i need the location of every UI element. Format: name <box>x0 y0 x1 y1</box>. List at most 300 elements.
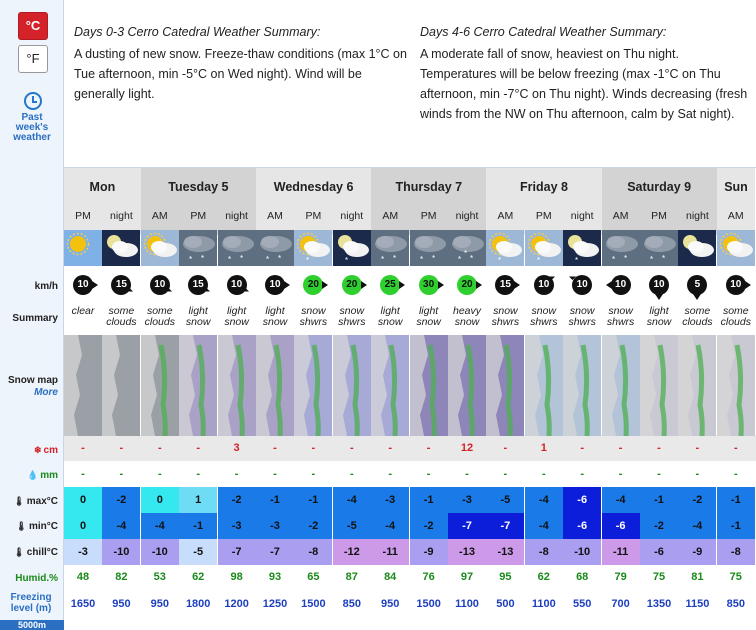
max-temp-value: -1 <box>640 487 678 513</box>
cloud-snow-icon <box>218 230 256 266</box>
weather-summary-text <box>371 306 409 328</box>
freezing-level-value: 700 <box>611 598 630 610</box>
svg-text:*: * <box>611 255 615 264</box>
svg-text:*: * <box>536 256 540 265</box>
snow-map-thumbnail[interactable] <box>486 335 524 436</box>
period-label: night <box>686 210 709 222</box>
humidity-value: 79 <box>614 571 627 583</box>
freezing-level-value: 1500 <box>416 598 441 610</box>
chill-value: -13 <box>486 539 524 565</box>
min-temp-value: -6 <box>563 513 601 539</box>
summary-word: snow <box>569 305 595 317</box>
summary-word: light <box>418 305 439 317</box>
svg-text:*: * <box>278 254 282 263</box>
max-temp-value: 1 <box>179 487 217 513</box>
weather-summary-text <box>448 306 486 328</box>
min-temp-value: -2 <box>294 513 332 539</box>
summary-word: snow <box>608 305 633 317</box>
summary-word: snow <box>454 316 480 328</box>
snow-map-thumbnail[interactable] <box>333 335 371 436</box>
snow-value: - <box>81 442 85 454</box>
sun-cloud-icon <box>717 230 755 266</box>
summary-word: clouds <box>106 316 137 328</box>
freezing-level-value: 1650 <box>70 598 96 610</box>
period-label: PM <box>651 210 667 222</box>
freezing-level-value: 1200 <box>224 598 249 610</box>
summary-word: some <box>146 305 173 317</box>
summary-word: shwrs <box>606 316 635 328</box>
summary-word: some <box>684 305 711 317</box>
wind-row-label: km/h <box>34 281 58 292</box>
chill-value: -7 <box>218 539 256 565</box>
period-label: PM <box>420 210 437 222</box>
chill-row-label: 🌡 chill°C <box>13 547 58 558</box>
summary-word: snow <box>416 316 441 328</box>
cloud-snow-icon <box>602 230 640 266</box>
wind-direction-arrow <box>126 288 133 295</box>
wind-speed-badge: 20 <box>303 275 323 295</box>
summary-word: snow <box>377 316 403 328</box>
freezing-level-value: 950 <box>381 598 400 610</box>
max-temp-value: -4 <box>525 487 563 513</box>
freezing-level-value: 1100 <box>455 598 479 610</box>
weather-summary-text <box>218 306 256 328</box>
summary-word: light <box>649 305 669 317</box>
wind-speed-badge: 20 <box>457 275 477 295</box>
past-week-weather-link[interactable]: Past week's weather <box>13 112 51 143</box>
rain-value: - <box>157 468 162 480</box>
snow-value: 1 <box>540 442 547 454</box>
wind-speed-badge: 10 <box>73 275 93 295</box>
min-temp-value: -2 <box>640 513 678 539</box>
max-temp-value: -4 <box>333 487 371 513</box>
snow-value: - <box>196 442 201 454</box>
weather-summary-text <box>102 306 140 328</box>
min-temp-value: -7 <box>486 513 524 539</box>
freezing-level-value: 850 <box>726 598 745 610</box>
summary-days-4-6 <box>420 22 756 124</box>
snow-map-thumbnail[interactable] <box>410 335 448 436</box>
svg-text:*: * <box>239 254 243 263</box>
min-temp-row-label: 🌡 min°C <box>15 521 58 532</box>
chill-value: -5 <box>179 539 217 565</box>
snow-value: 3 <box>233 442 240 454</box>
summary-days-4-6-title: Days 4-6 Cerro Catedral Weather Summary: <box>420 25 667 39</box>
period-label: AM <box>267 210 283 222</box>
cloud-snow-icon <box>179 230 217 266</box>
rain-row-label: 💧 mm <box>26 470 58 481</box>
period-label: AM <box>612 210 629 222</box>
snow-map-thumbnail[interactable] <box>64 335 102 436</box>
humidity-value: 84 <box>384 571 397 583</box>
summary-row-label: Summary <box>12 313 58 324</box>
chill-value: -8 <box>525 539 563 565</box>
wind-speed-badge: 15 <box>495 275 515 295</box>
wind-speed-badge: 10 <box>150 275 170 295</box>
rain-value: - <box>349 468 354 480</box>
humidity-value: 62 <box>537 571 550 583</box>
max-temp-value: -1 <box>256 487 294 513</box>
period-label: night <box>340 210 364 222</box>
wind-speed-badge: 5 <box>687 275 707 295</box>
weather-summary-text <box>256 306 294 328</box>
max-temp-value: -2 <box>102 487 140 513</box>
wind-direction-arrow <box>322 281 328 289</box>
max-temp-value: -1 <box>294 487 332 513</box>
chill-value: -3 <box>64 539 102 565</box>
rain-value: - <box>119 468 124 480</box>
freezing-level-value: 500 <box>496 598 515 610</box>
summary-word: light <box>188 305 208 317</box>
svg-text:*: * <box>227 255 231 264</box>
period-label: AM <box>382 210 399 222</box>
min-temp-value: -2 <box>410 513 448 539</box>
sun-icon <box>64 230 102 266</box>
row-labels-column <box>0 0 64 630</box>
humidity-value: 82 <box>115 571 128 583</box>
rain-value: - <box>311 468 316 480</box>
rain-value: - <box>695 468 700 480</box>
humidity-value: 81 <box>691 571 704 583</box>
rain-value: - <box>541 468 546 480</box>
freezing-level-value: 1250 <box>262 598 288 610</box>
chill-value: -11 <box>602 539 640 565</box>
humidity-value: 65 <box>307 571 320 583</box>
summary-word: clouds <box>144 316 175 328</box>
chill-value: -10 <box>102 539 140 565</box>
wind-direction-arrow <box>242 288 249 295</box>
snow-map-thumbnail[interactable] <box>640 335 678 436</box>
summary-word: shwrs <box>491 316 520 328</box>
thermometer-icon: 🌡 <box>15 521 27 531</box>
snow-map-thumbnail[interactable] <box>717 335 755 436</box>
min-temp-value: -7 <box>448 513 486 539</box>
wind-direction-arrow <box>361 281 367 289</box>
humidity-value: 95 <box>499 571 512 583</box>
wind-direction-arrow <box>745 281 751 289</box>
snow-value: - <box>503 442 508 454</box>
weather-summary-text <box>294 306 332 328</box>
period-label: PM <box>305 210 322 222</box>
summary-word: some <box>108 305 135 317</box>
summary-word: shwrs <box>530 316 558 328</box>
weather-summary-text <box>678 306 716 328</box>
day-name: Sun <box>724 180 748 194</box>
wind-direction-arrow <box>399 281 405 289</box>
snow-value: - <box>119 442 124 454</box>
cloud-snow-icon <box>640 230 678 266</box>
max-temp-value: -6 <box>563 487 601 513</box>
summary-word: shwrs <box>338 316 366 328</box>
svg-text:*: * <box>419 255 423 264</box>
day-name: Saturday 9 <box>627 180 692 194</box>
snow-map-thumbnail[interactable] <box>102 335 140 436</box>
svg-text:*: * <box>189 255 193 264</box>
max-temp-value: -1 <box>410 487 448 513</box>
summary-word: some <box>722 305 749 317</box>
freezing-level-value: 1800 <box>185 598 211 610</box>
wind-speed-badge: 30 <box>419 275 439 295</box>
weather-summary-text <box>333 306 371 328</box>
summary-days-4-6-text: A moderate fall of snow, heaviest on Thu night. Temperatures will be below freezing (max -1°C on Thu afternoon, min -7°C on Thu night). Winds decreasing (fresh winds from the NW on Thu afternoon, calm by Sat night). <box>420 47 748 121</box>
rain-value: - <box>273 468 277 480</box>
rain-value: - <box>733 468 738 480</box>
period-label: night <box>110 210 133 222</box>
svg-text:*: * <box>306 256 310 265</box>
snow-map-thumbnail[interactable] <box>179 335 217 436</box>
min-temp-value: -1 <box>179 513 217 539</box>
sun-cloud-icon <box>141 230 179 266</box>
period-label: AM <box>151 210 168 222</box>
period-label: AM <box>497 210 514 222</box>
weather-summary-text <box>410 306 448 328</box>
min-temp-value: -3 <box>256 513 294 539</box>
snow-value: - <box>580 442 585 454</box>
summary-word: light <box>265 305 285 317</box>
wind-speed-badge: 20 <box>342 275 362 295</box>
wind-direction-arrow <box>606 281 612 289</box>
summary-word: clear <box>71 305 95 317</box>
wind-speed-badge: 10 <box>265 275 285 295</box>
freezing-level-value: 1100 <box>531 598 556 610</box>
max-temp-value: 0 <box>64 487 102 513</box>
min-temp-value: 0 <box>64 513 102 539</box>
wind-direction-arrow <box>438 281 444 289</box>
min-temp-value: -5 <box>333 513 371 539</box>
svg-text:*: * <box>498 256 502 265</box>
wind-direction-arrow <box>693 294 701 300</box>
day-header <box>371 168 486 235</box>
min-temp-value: -4 <box>102 513 140 539</box>
snow-value: - <box>311 442 316 454</box>
max-temp-value: -5 <box>486 487 524 513</box>
freezing-level-value: 950 <box>112 598 131 610</box>
snow-value: - <box>733 442 738 454</box>
summary-word: heavy <box>452 305 482 317</box>
snow-map-thumbnail[interactable] <box>371 335 409 436</box>
wind-direction-arrow <box>92 281 98 289</box>
summary-word: clouds <box>720 316 751 328</box>
chill-value: -9 <box>678 539 716 565</box>
period-label: night <box>455 210 479 222</box>
freezing-level-value: 1150 <box>685 598 710 610</box>
period-label: night <box>570 210 594 222</box>
svg-text:*: * <box>470 254 474 263</box>
moon-cloud-snow-icon <box>333 230 371 266</box>
humidity-value: 75 <box>652 571 666 583</box>
rain-value: - <box>657 468 661 480</box>
snowflake-icon: ❄ <box>34 445 42 455</box>
day-name: Mon <box>89 180 116 194</box>
chill-value: -8 <box>717 539 755 565</box>
freezing-level-value: 950 <box>150 598 169 610</box>
humidity-value: 76 <box>422 571 435 583</box>
humidity-value: 93 <box>268 571 282 583</box>
min-temp-value: -3 <box>218 513 256 539</box>
chill-value: -10 <box>141 539 179 565</box>
weather-summary-text <box>486 306 524 328</box>
day-name: Wednesday 6 <box>273 180 354 194</box>
weather-summary-text <box>141 306 179 328</box>
summary-word: snow <box>262 316 288 328</box>
snow-map-thumbnail[interactable] <box>525 335 563 436</box>
wind-direction-arrow <box>514 281 520 289</box>
svg-text:*: * <box>381 255 385 264</box>
summary-word: snow <box>531 305 557 317</box>
freezing-level-value: 1500 <box>301 598 326 610</box>
max-temp-row-label: 🌡 max°C <box>13 496 58 507</box>
wind-speed-badge: 10 <box>726 275 746 295</box>
snow-map-thumbnail[interactable] <box>218 335 256 436</box>
period-label: AM <box>727 210 744 222</box>
max-temp-value: -4 <box>602 487 640 513</box>
moon-cloud-snow-icon <box>563 230 601 266</box>
rain-value: - <box>618 468 623 480</box>
wind-direction-arrow <box>203 288 210 295</box>
summary-word: light <box>380 305 400 317</box>
wind-speed-badge: 15 <box>111 275 131 295</box>
day-header <box>717 168 755 235</box>
wind-speed-badge: 25 <box>380 275 400 295</box>
sun-cloud-snow-icon <box>294 230 332 266</box>
weather-summary <box>64 0 756 168</box>
snow-map-more-link[interactable]: More <box>34 387 58 398</box>
snow-map-thumbnail[interactable] <box>448 335 486 436</box>
summary-word: clouds <box>682 316 713 328</box>
chill-value: -7 <box>256 539 294 565</box>
fahrenheit-button[interactable]: °F <box>18 45 48 73</box>
cloud-snow-icon <box>256 230 294 266</box>
day-name: Friday 8 <box>520 180 568 194</box>
freezing-level-value: 550 <box>573 598 592 610</box>
max-temp-value: -2 <box>218 487 256 513</box>
humidity-value: 62 <box>192 571 205 583</box>
svg-text:*: * <box>344 256 348 265</box>
min-temp-value: -1 <box>717 513 755 539</box>
clock-icon[interactable] <box>24 92 42 110</box>
weather-summary-text <box>64 306 102 317</box>
max-temp-value: -3 <box>371 487 409 513</box>
svg-text:*: * <box>650 255 654 264</box>
wind-direction-arrow <box>476 281 482 289</box>
weather-summary-text <box>179 306 217 328</box>
day-header <box>602 168 717 235</box>
wind-direction-arrow <box>165 288 172 295</box>
snow-value: 12 <box>460 442 474 454</box>
svg-text:*: * <box>393 254 397 263</box>
chill-value: -13 <box>448 539 486 565</box>
min-temp-value: -4 <box>678 513 716 539</box>
max-temp-value: -1 <box>717 487 755 513</box>
rain-value: - <box>580 468 585 480</box>
svg-text:*: * <box>431 254 435 263</box>
summary-word: shwrs <box>568 316 596 328</box>
summary-days-0-3-text: A dusting of new snow. Freeze-thaw conditions (max 1°C on Tue afternoon, min -5°C on Wed night). Wind will be generally light. <box>74 47 407 101</box>
sun-cloud-snow-icon <box>486 230 524 266</box>
humidity-value: 98 <box>230 571 243 583</box>
svg-text:*: * <box>623 254 627 263</box>
wind-speed-badge: 15 <box>188 275 208 295</box>
rain-value: - <box>388 468 393 480</box>
rain-value: - <box>196 468 201 480</box>
humidity-value: 53 <box>153 571 166 583</box>
chill-value: -9 <box>410 539 448 565</box>
weather-summary-text <box>563 306 601 328</box>
snow-map-thumbnail[interactable] <box>678 335 716 436</box>
summary-word: snow <box>339 305 365 317</box>
weather-summary-text <box>525 306 563 328</box>
cloud-snow-icon <box>410 230 448 266</box>
snow-map-thumbnail[interactable] <box>563 335 601 436</box>
snow-map-thumbnail[interactable] <box>141 335 179 436</box>
summary-word: snow <box>224 316 249 328</box>
wind-speed-badge: 10 <box>572 275 592 295</box>
forecast-table <box>64 168 756 630</box>
rain-value: - <box>81 468 85 480</box>
snow-value: - <box>695 442 700 454</box>
chill-value: -6 <box>640 539 678 565</box>
snow-value: - <box>657 442 661 454</box>
svg-text:*: * <box>201 254 205 263</box>
day-header <box>486 168 601 235</box>
cloud-snow-icon <box>371 230 409 266</box>
day-header <box>64 168 141 235</box>
period-label: night <box>225 210 248 222</box>
celsius-button[interactable]: °C <box>18 12 48 40</box>
snow-map-thumbnail[interactable] <box>294 335 332 436</box>
humidity-value: 97 <box>460 571 474 583</box>
chill-value: -12 <box>333 539 371 565</box>
wind-speed-badge: 10 <box>649 275 669 295</box>
humidity-value: 75 <box>729 571 742 583</box>
min-temp-value: -4 <box>371 513 409 539</box>
freezing-level-value: 1350 <box>646 598 672 610</box>
humidity-row-label: Humid.% <box>15 573 58 584</box>
weather-summary-text <box>640 306 678 328</box>
snow-value: - <box>618 442 623 454</box>
svg-text:*: * <box>464 249 468 258</box>
humidity-value: 68 <box>576 571 589 583</box>
svg-text:*: * <box>575 256 579 265</box>
period-label: PM <box>190 210 207 222</box>
snow-value: - <box>349 442 354 454</box>
weather-summary-text <box>602 306 640 328</box>
wind-direction-arrow <box>284 281 290 289</box>
thermometer-icon: 🌡 <box>13 547 25 557</box>
snow-map-thumbnail[interactable] <box>256 335 294 436</box>
snow-value: - <box>157 442 162 454</box>
humidity-value: 48 <box>76 571 90 583</box>
summary-word: snow <box>185 316 211 328</box>
sun-cloud-snow-icon <box>525 230 563 266</box>
chill-value: -8 <box>294 539 332 565</box>
min-temp-value: -4 <box>141 513 179 539</box>
max-temp-value: -2 <box>678 487 716 513</box>
snow-value: - <box>426 442 431 454</box>
weather-summary-text <box>717 306 755 328</box>
snow-map-thumbnail[interactable] <box>602 335 640 436</box>
summary-days-0-3-title: Days 0-3 Cerro Catedral Weather Summary: <box>74 25 321 39</box>
humidity-value: 87 <box>345 571 358 583</box>
wind-speed-badge: 10 <box>534 275 554 295</box>
svg-text:*: * <box>266 255 270 264</box>
wind-speed-badge: 10 <box>227 275 247 295</box>
period-label: PM <box>75 210 91 222</box>
thermometer-icon: 🌡 <box>13 496 25 506</box>
raindrop-icon: 💧 <box>26 470 39 480</box>
summary-word: snow <box>646 316 672 328</box>
summary-word: shwrs <box>299 316 328 328</box>
